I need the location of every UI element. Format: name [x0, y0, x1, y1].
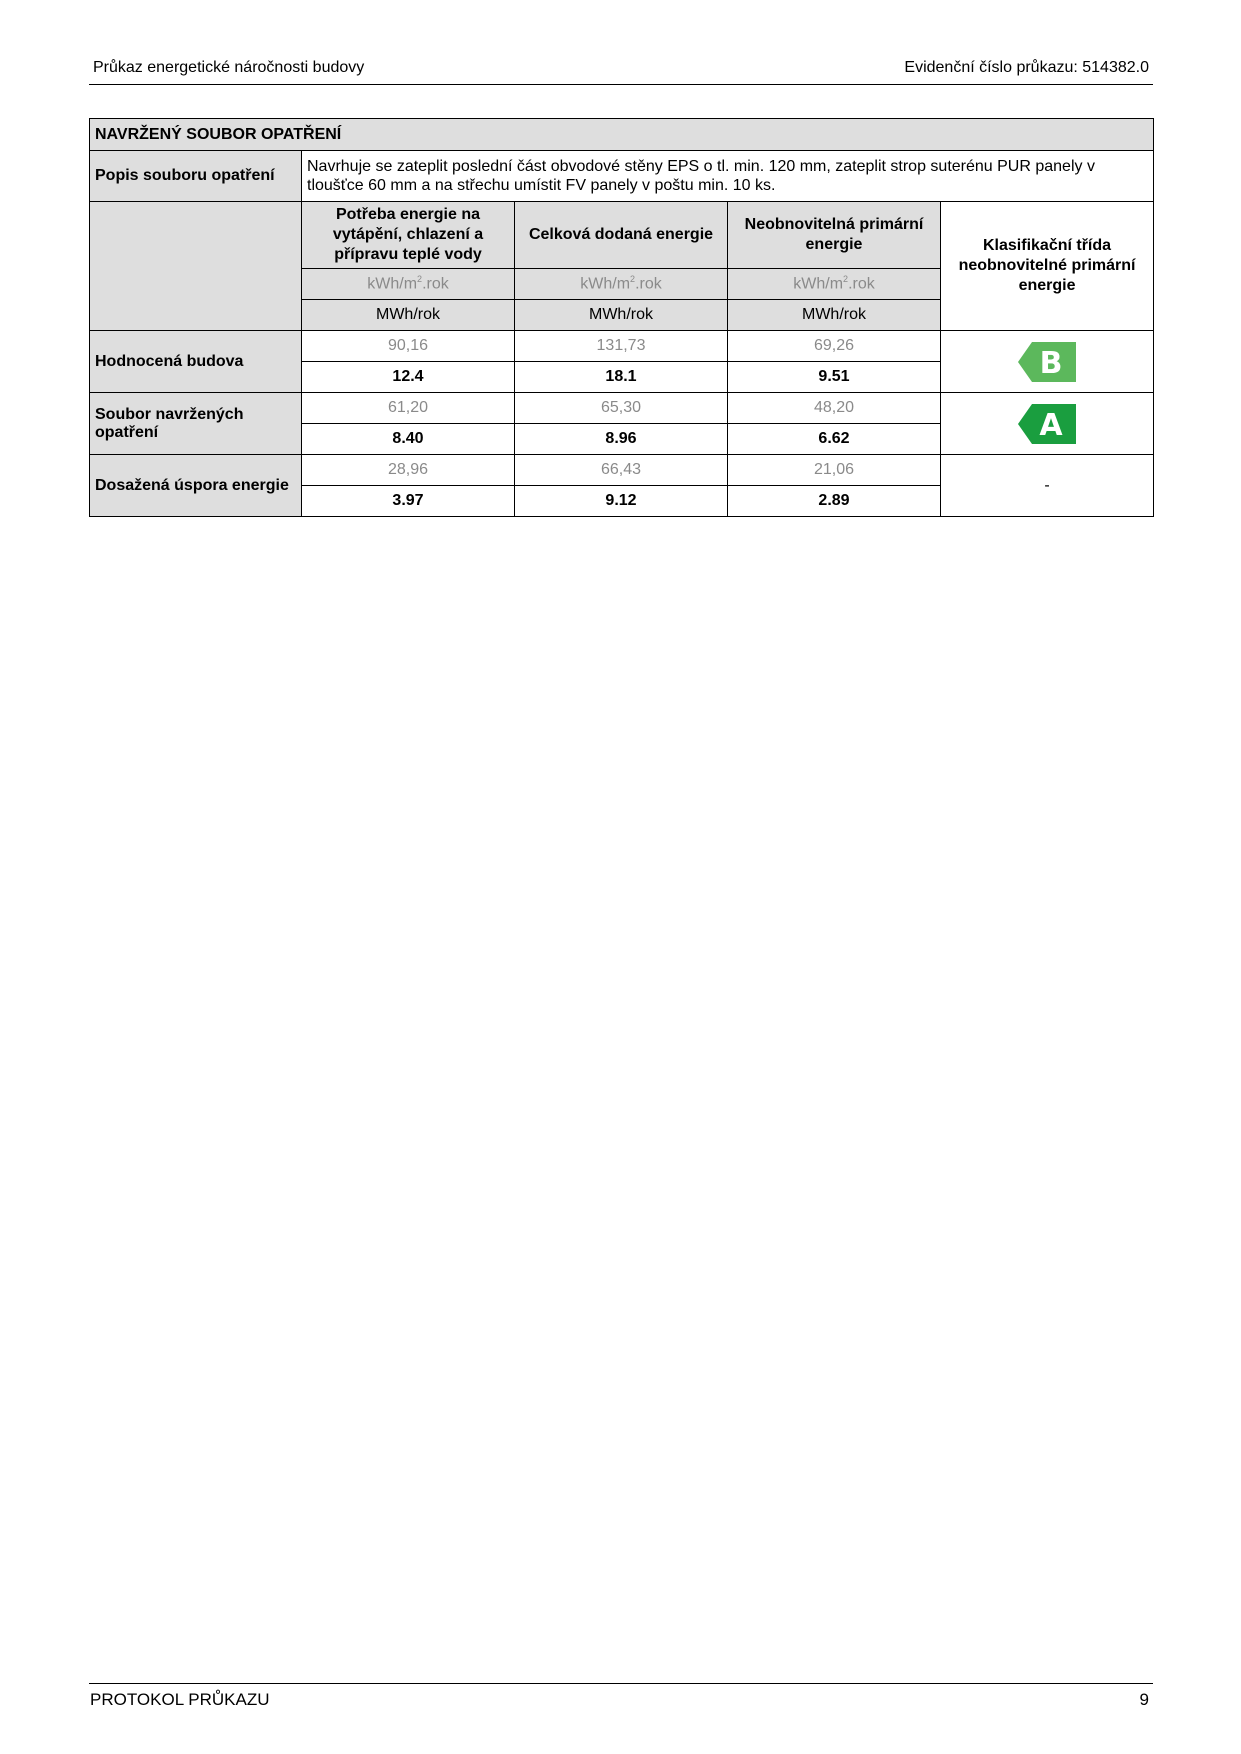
- specific-value: 90,16: [302, 331, 515, 362]
- row-label-savings: Dosažená úspora energie: [90, 455, 302, 517]
- total-value: 8.96: [515, 424, 728, 455]
- table-title: NAVRŽENÝ SOUBOR OPATŘENÍ: [90, 119, 1154, 151]
- class-cell-empty: -: [941, 455, 1154, 517]
- page-header: [89, 56, 1153, 85]
- specific-value: 66,43: [515, 455, 728, 486]
- class-cell: [941, 331, 1154, 393]
- column-header-class: Klasifikační třída neobnovitelné primární energie: [941, 202, 1154, 331]
- total-value: 9.12: [515, 486, 728, 517]
- specific-value: 28,96: [302, 455, 515, 486]
- document-title: Průkaz energetické náročnosti budovy: [93, 59, 365, 76]
- column-header-energy-need: Potřeba energie na vytápění, chlazení a přípravu teplé vody: [302, 202, 515, 269]
- energy-class-b-letter: B: [1039, 345, 1063, 381]
- column-header-delivered-energy: Celková dodaná energie: [515, 202, 728, 269]
- specific-value: 131,73: [515, 331, 728, 362]
- energy-class-a-badge: [1018, 404, 1076, 444]
- column-header-primary-energy: Neobnovitelná primární energie: [728, 202, 941, 269]
- class-cell: [941, 393, 1154, 455]
- description-text: Navrhuje se zateplit poslední část obvodové stěny EPS o tl. min. 120 mm, zateplit strop suterénu PUR panely v tloušťce 60 mm a na střechu umístit FV panely v poštu min. 10 ks.: [302, 151, 1154, 202]
- energy-class-a-letter: A: [1039, 407, 1063, 443]
- specific-value: 61,20: [302, 393, 515, 424]
- total-value: 18.1: [515, 362, 728, 393]
- row-label-proposed-measures: Soubor navržených opatření: [90, 393, 302, 455]
- row-label-rated-building: Hodnocená budova: [90, 331, 302, 393]
- empty-corner-cell: [90, 202, 302, 331]
- page-footer: [89, 1683, 1153, 1709]
- unit-total: MWh/rok: [515, 300, 728, 331]
- specific-value: 48,20: [728, 393, 941, 424]
- unit-specific: kWh/$m^2.rok$: [728, 269, 941, 300]
- unit-specific: kWh/$m^2.rok$: [302, 269, 515, 300]
- total-value: 8.40: [302, 424, 515, 455]
- footer-title: PROTOKOL PRŮKAZU: [90, 1690, 270, 1709]
- total-value: 2.89: [728, 486, 941, 517]
- total-value: 6.62: [728, 424, 941, 455]
- total-value: 12.4: [302, 362, 515, 393]
- measures-table: [89, 118, 1154, 517]
- total-value: 9.51: [728, 362, 941, 393]
- specific-value: 69,26: [728, 331, 941, 362]
- registration-number: Evidenční číslo průkazu: 514382.0: [904, 59, 1149, 76]
- unit-specific: kWh/$m^2.rok$: [515, 269, 728, 300]
- energy-class-b-badge: [1018, 342, 1076, 382]
- total-value: 3.97: [302, 486, 515, 517]
- description-label: Popis souboru opatření: [90, 151, 302, 202]
- page-number: 9: [1139, 1690, 1149, 1709]
- unit-total: MWh/rok: [728, 300, 941, 331]
- specific-value: 21,06: [728, 455, 941, 486]
- unit-total: MWh/rok: [302, 300, 515, 331]
- specific-value: 65,30: [515, 393, 728, 424]
